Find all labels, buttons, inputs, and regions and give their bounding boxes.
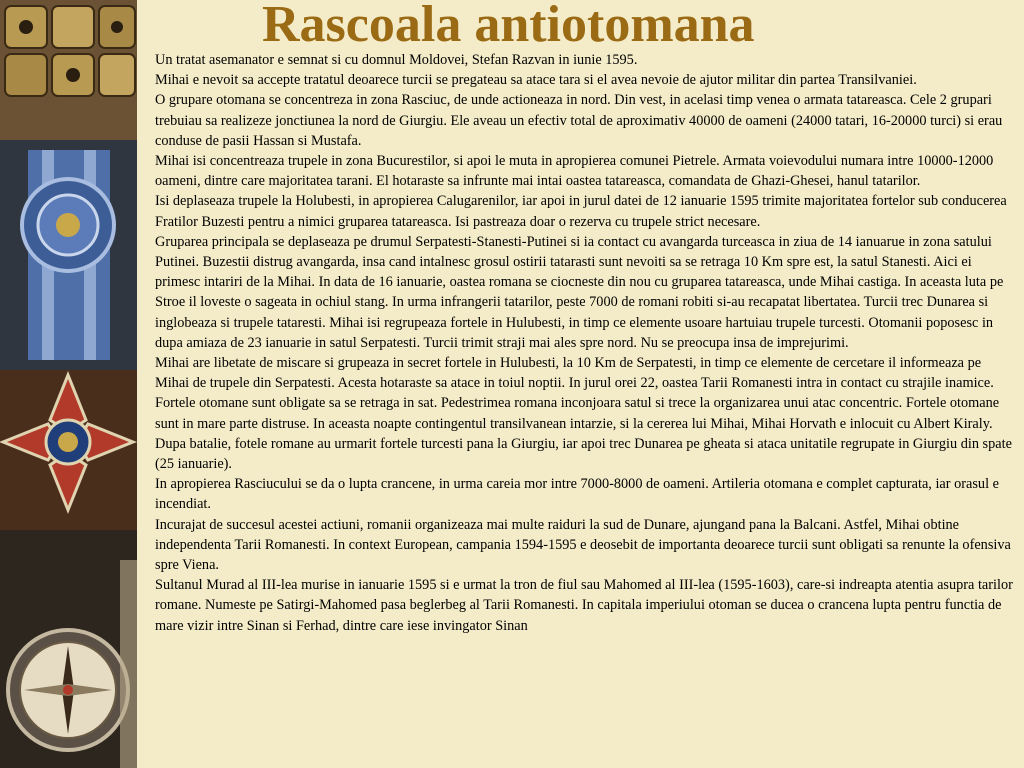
paragraph: Sultanul Murad al III-lea murise in ianuarie 1595 si e urmat la tron de fiul sau Mahomed al III-lea (1595-1603), care-si indreapta atentia asupra tarilor romane. Numeste pe Satirgi-Mahomed pasa beglerbeg al Tarii Romanesti. In capitala imperiului otoman se ducea o crancena lupta pentru functia de mare vizir intre Sinan si Ferhad, dintre care iese invingator Sinan (155, 577, 1013, 634)
slide-body-text (155, 50, 1017, 636)
paragraph: O grupare otomana se concentreza in zona Rasciuc, de unde actioneaza in nord. Din vest, in acelasi timp venea o armata tatareasca. Cele 2 grupari trebuiau sa realizeze jonctiunea la nord de Giurgiu. Ele aveau un efectiv total de aproximativ 40000 de oameni (24000 tatari, 16-20000 turci) si erau conduse de pasii Hassan si Mustafa. (155, 92, 1003, 149)
paragraph: Mihai are libetate de miscare si grupeaza in secret fortele in Hulubesti, la 10 Km de Serpatesti, in timp ce elemente de cercetare il informeaza pe Mihai de trupele din Serpatesti. Acesta hotaraste sa atace in toiul noptii. In jurul orei 22, oastea Tarii Romanesti intra in contact cu strajile inamice. Fortele otomane sunt obligate sa se retraga in sat. Pedestrimea romana inconjoara satul si trece la organizarea unui atac concentric. Fortele otomane sunt in mare parte distruse. In aceasta noapte contingentul transilvanean intarzie, si la cererea lui Mihai, Mihai Horvath e inlocuit cu Albert Kiraly. (155, 355, 1000, 432)
paragraph: Gruparea principala se deplaseaza pe drumul Serpatesti-Stanesti-Putinei si ia contact cu avangarda turceasca in ziua de 14 ianuarue in zona satului Putinei. Buzestii distrug avangarda, insa cand intalnesc grosul ostirii tatarasti sunt nevoiti sa se retraga 10 Km spre est, la satul Stanesti. Aici ei primesc intariri de la Mihai. In data de 16 ianuarie, oastea romana se ciocneste din nou cu gruparea tatareasca, unde Mihai castiga. In aceasta luta pe Stroe il loveste o sageata in ochiul stang. In urma infrangerii tatarilor, peste 7000 de romani robiti si-au recapatat libertatea. Turcii trec Dunarea si inglobeaza si trupele tataresti. Mihai isi regrupeaza fortele in Hulubesti, in timp ce elemente usoare hartuiau trupele turcesti. Otomanii poposesc in dupa amiaza de 23 ianuarie in satul Serpatesti. Turcii trimit straji mai ales spre nord. Nu se preocupa insa de imprejurimi. (155, 233, 1004, 351)
paragraph: In apropierea Rasciucului se da o lupta crancene, in urma careia mor intre 7000-8000 de oameni. Artileria otomana e complet capturata, iar orasul e incendiat. (155, 476, 999, 513)
paragraph: Un tratat asemanator e semnat si cu domnul Moldovei, Stefan Razvan in iunie 1595. (155, 52, 638, 68)
decorative-medals-panel (0, 0, 137, 768)
compass-icon (8, 630, 128, 750)
paragraph: Mihai e nevoit sa accepte tratatul deoarece turcii se pregateau sa atace tara si el avea nevoie de ajutor militar din partea Transilvaniei. (155, 72, 917, 89)
medals-collage-image (0, 0, 137, 768)
paragraph: Incurajat de succesul acestei actiuni, romanii organizeaza mai multe raiduri la sud de Dunare, ajungand pana la Balcani. Astfel, Mihai obtine independenta Tarii Romanesti. In context European, campania 1594-1595 e deosebit de importanta deoarece turcii sunt obligati sa renunte la ofensiva spre Viena. (155, 516, 1011, 574)
ribbon-rosette-icon (22, 150, 114, 360)
paragraph: Isi deplaseaza trupele la Holubesti, in apropierea Calugarenilor, iar apoi in jurul datei de 12 ianuarie 1595 trimite majoritatea fortelor sub conducerea Fratilor Buzesti pentru a nimici gruparea tatareasca. Isi pastreaza doar o rezerva cu trupele strict necesare. (155, 193, 1007, 230)
paragraph: Dupa batalie, fotele romane au urmarit fortele turcesti pana la Giurgiu, iar apoi trec Dunarea pe gheata si ataca unitatile regrupate in Giurgiu din spate (25 ianuarie). (155, 435, 1012, 473)
paragraph: Mihai isi concentreaza trupele in zona Bucurestilor, si apoi le muta in apropierea comunei Pietrele. Armata voievodului numara intre 10000-12000 oameni, dintre care majoritatea tarani. El hotaraste sa infrunte mai intai oastea tatareasca, comandata de Ghazi-Ghesei, hanul tatarilor. (155, 153, 994, 190)
slide-title: Rascoala antiotomana (262, 0, 755, 53)
